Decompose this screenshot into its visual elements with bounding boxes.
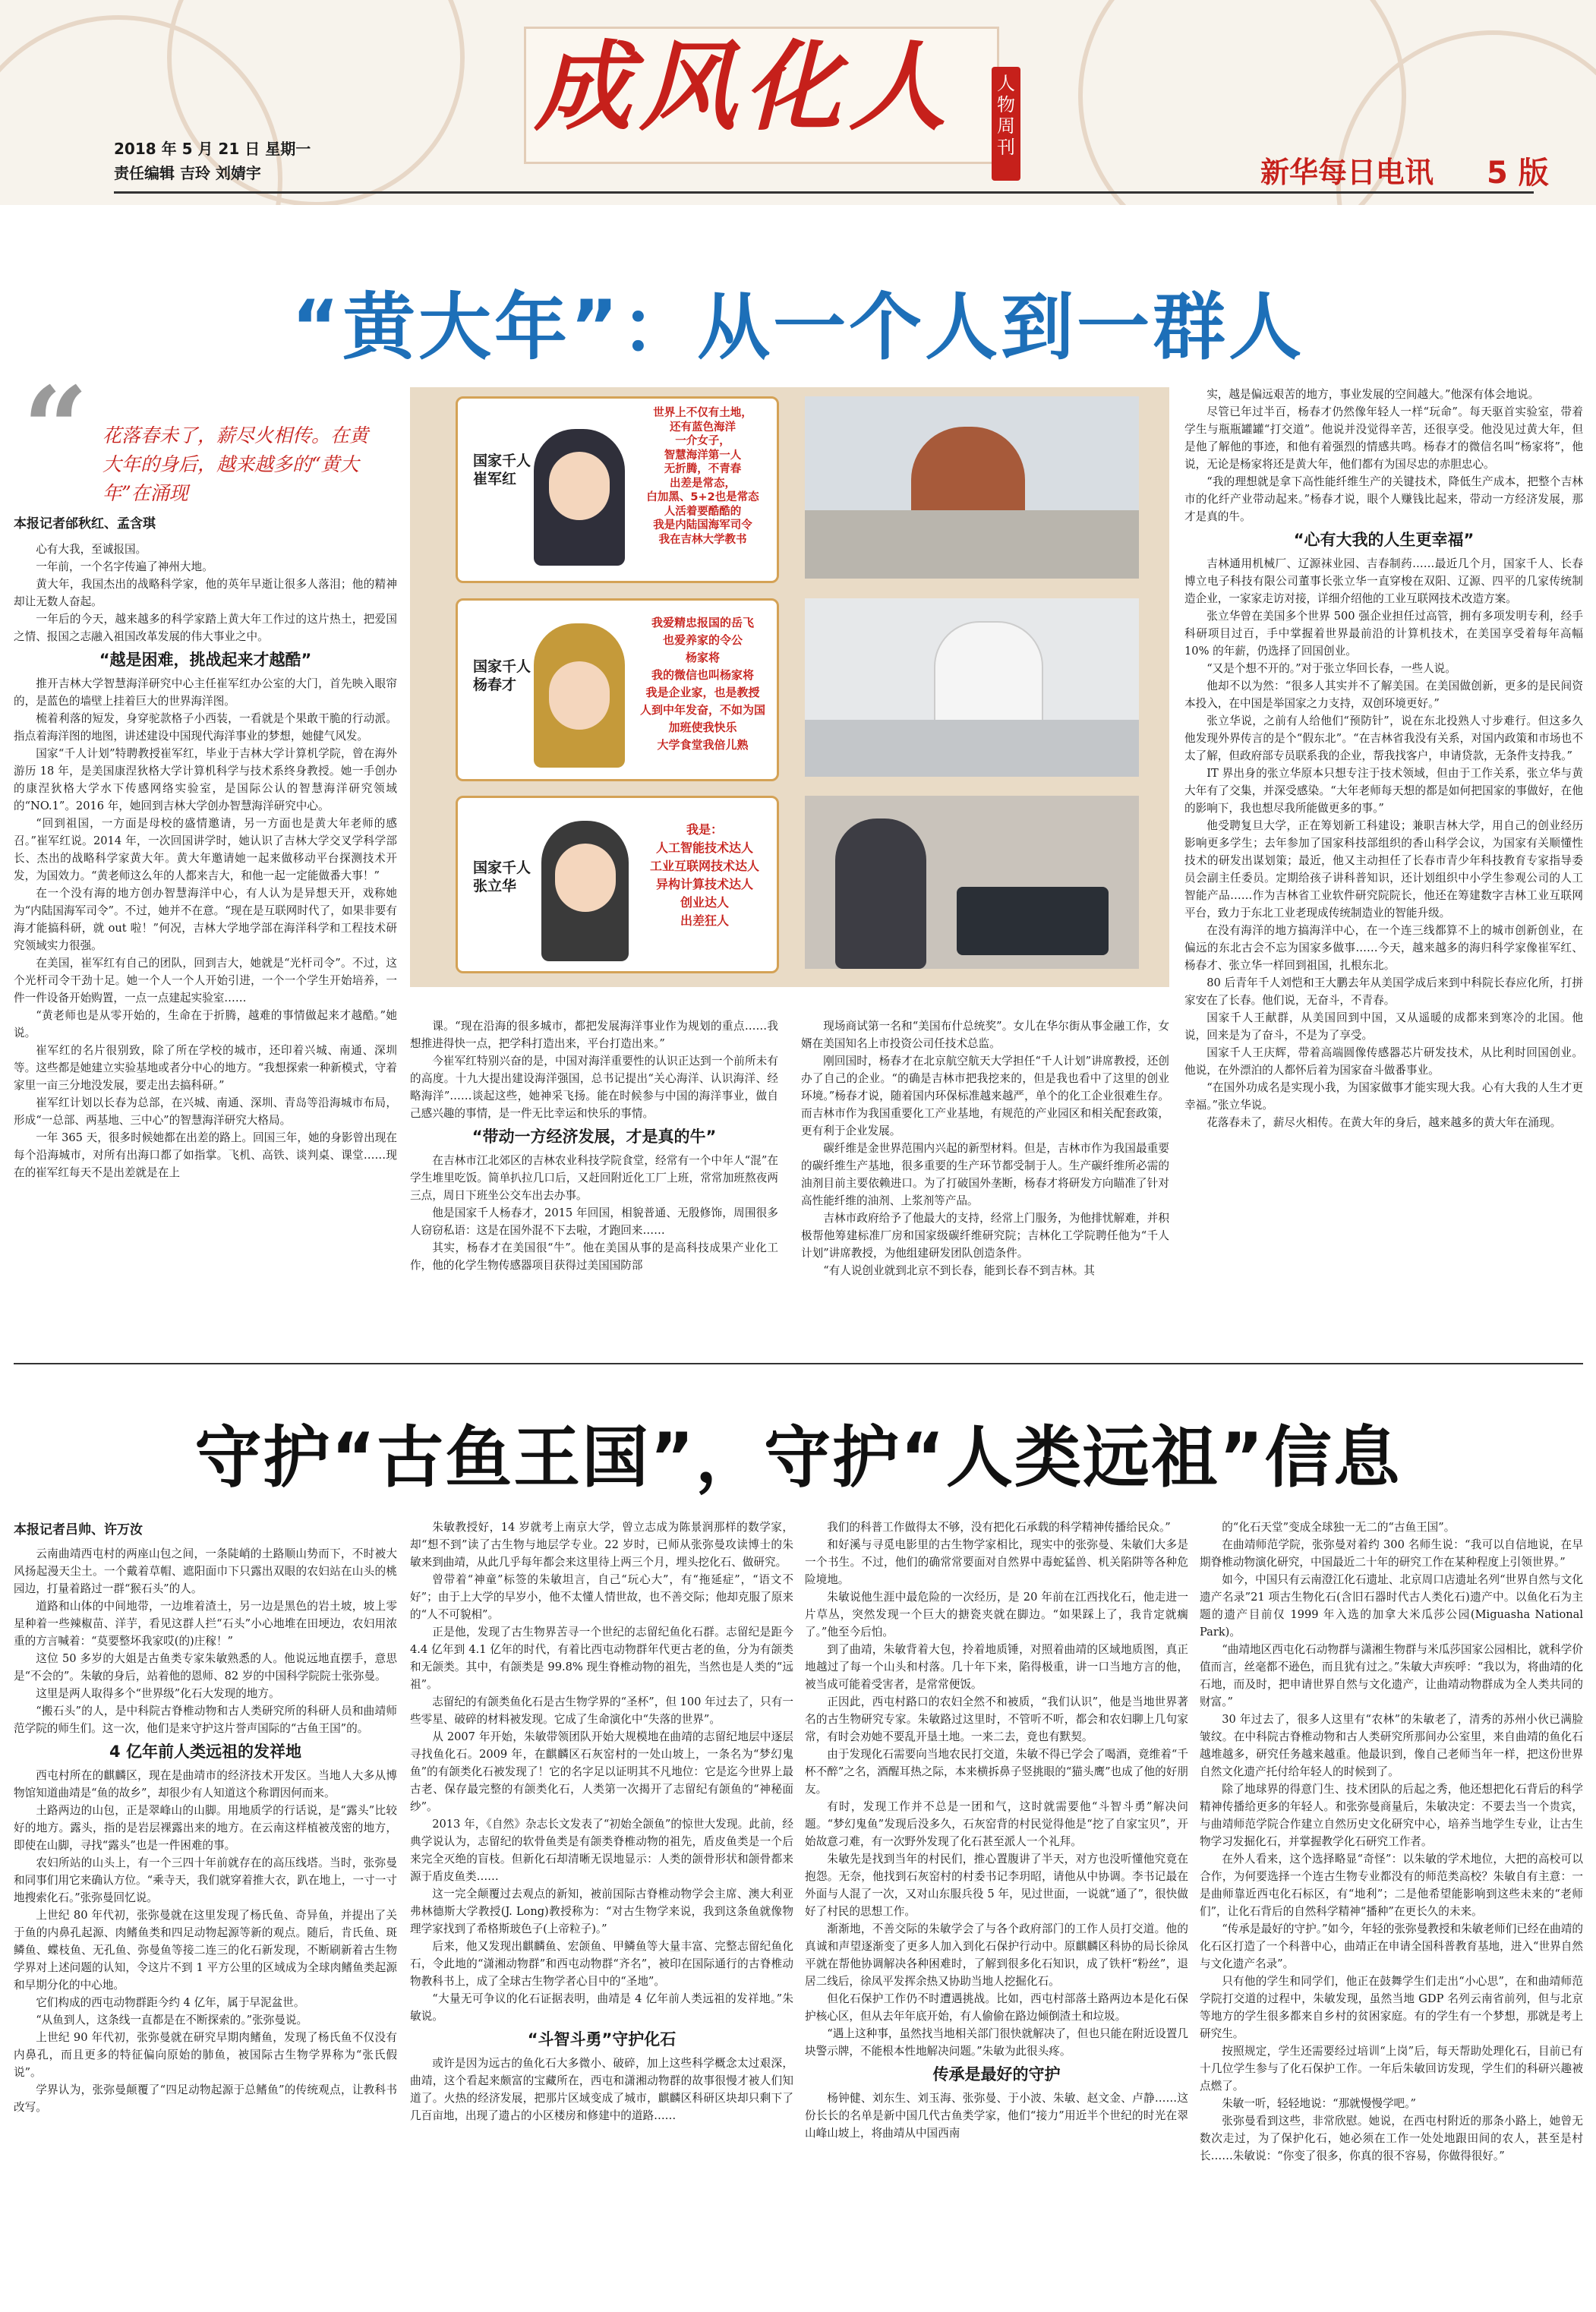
paragraph: 崔军红的名片很别致，除了所在学校的城市，还印着兴城、南通、深圳等。这些都是她建立实验基地或者分中心的地方。“我想探索一种新模式，守着家里一亩三分地没发展，要走出去搞科研。”	[14, 1044, 397, 1092]
story2-subhead-3: 传承是最好的守护	[932, 2065, 1061, 2083]
lab-photo-yang	[805, 598, 1139, 777]
paragraph: 朱敏教授好，14 岁就考上南京大学，曾立志成为陈景润那样的数学家，却“想不到”读了古生物与地层学专业。22 岁时，已师从张弥曼攻读博士的朱敏来到曲靖，从此几乎每年都会来这里待上两三个月，埋头挖化石、做研究。	[410, 1521, 793, 1569]
section-divider	[14, 1363, 1583, 1364]
story1-column-3	[801, 1017, 1169, 1349]
paragraph: 后来，他又发现出麒麟鱼、宏颌鱼、甲鳞鱼等大量丰富、完整志留纪鱼化石，令此地的“潇湘动物群”和西屯动物群“齐名”，被印在国际通行的古脊椎动物教科书上，成了全球古生物学者心目中的“圣地”。	[410, 1940, 793, 1988]
story1-byline: 本报记者邰秋红、孟含琪	[14, 516, 156, 531]
paragraph: 一年 365 天，很多时候她都在出差的路上。回国三年，她的身影曾出现在每个沿海城市，对所有出海口都了如指掌。飞机、高铁、谈判桌、课堂……现在的崔军红每天不是出差就是在上	[14, 1131, 397, 1179]
paragraph: 这里是两人取得多个“世界级”化石大发现的地方。	[36, 1687, 280, 1700]
paragraph: 国家“千人计划”特聘教授崔军红，毕业于吉林大学计算机学院，曾在海外游历 18 年，是美国康涅狄格大学计算机科学与技术系终身教授。她一手创办的康涅狄格大学水下传感网络实验室，是国际公认的智慧海洋研究领域的“NO.1”。2016 年，她回到吉林大学创办智慧海洋研究中心。	[14, 747, 397, 812]
story2-headline: 守护“古鱼王国”，守护“人类远祖”信息	[194, 1418, 1402, 1497]
paragraph: 他是国家千人杨春才，2015 年回国，相貌普通、无殷修饰，周围很多人窃窃私语：这是在国外混不下去啦，才跑回来……	[410, 1206, 778, 1237]
paragraph: 这一完全颠覆过去观点的新知，被前国际古脊椎动物学会主席、澳大利亚弗林德斯大学教授(J. Long)教授称为：“对古生物学来说，我到这条鱼就像物理学家找到了希格斯玻色子(上帝粒子)。”	[410, 1888, 793, 1935]
paragraph: 在吉林市江北郊区的吉林农业科技学院食堂，经常有一个中年人“混”在学生堆里吃饭。简单扒拉几口后，又赶回附近化工厂上班，常常加班熬夜两三点，周日下班坐公交车出去办事。	[410, 1154, 778, 1202]
quote-mark-icon: “	[23, 362, 89, 496]
paragraph: “有人说创业就到北京不到长春，能到长春不到吉林。其	[823, 1264, 1095, 1277]
paragraph: “传承是最好的守护。”如今，年轻的张弥曼教授和朱敏老师们已经在曲靖的化石区打造了一个科普中心，曲靖正在申请全国科普教育基地，进入“世界自然与文化遗产名录”。	[1200, 1922, 1583, 1970]
paragraph: “从鱼到人，这条线一直都是在不断探索的。”张弥曼说。	[36, 2014, 308, 2027]
section-seal: 人物周刊	[992, 67, 1020, 181]
paragraph: 一年前，一个名字传遍了神州大地。	[36, 560, 213, 573]
paragraph: 张弥曼看到这些，非常欣慰。她说，在西屯村附近的那条小路上，她曾无数次走过，为了保护化石，她必须在工作一处处地跟田间的农人，甚至是村长……朱敏说：“你变了很多，你真的很不容易，你做得很好。”	[1200, 2115, 1583, 2162]
cartoon-panel-zhang	[456, 796, 779, 973]
paragraph: 课。“现在沿海的很多城市，都把发展海洋事业作为规划的重点……我想推进得快一点，把学科打造出来，平台打造出来。”	[410, 1020, 778, 1050]
paragraph: 在美国，崔军红有自己的团队，回到吉大，她就是“光杆司令”。不过，这个光杆司令干劲十足。她一个人一个人开始引进，一个一个学生开始培养，一件一件设备开始购置，一点一点建起实验室……	[14, 957, 397, 1005]
paragraph: 朱敏说他生涯中最危险的一次经历，是 20 年前在江西找化石，他走进一片草丛，突然发现一个巨大的搪瓷夹就在脚边。“如果踩上了，我肯定就瘸了。”他至今后怕。	[805, 1591, 1188, 1639]
editor-credit: 责任编辑 吉玲 刘婧宇	[114, 164, 261, 182]
paragraph: “曲靖地区西屯化石动物群与潇湘生物群与米瓜莎国家公园相比，就科学价值而言，丝毫都不逊色，而且犹有过之。”朱敏大声疾呼：“我以为，将曲靖的化石地，而及时，把申请世界自然与文化遗产，让曲靖动物群成为全人类共同的财富。”	[1200, 1643, 1583, 1708]
person-silhouette	[835, 819, 926, 969]
page-number: 5 版	[1487, 156, 1549, 191]
newspaper-brand: 新华每日电讯	[1260, 156, 1434, 189]
paragraph: 梳着利落的短发，身穿驼款格子小西装，一看就是个果敢干脆的行动派。指点着海洋图的地图，讲述建设中国现代海洋事业的梦想，她健气风发。	[14, 712, 397, 743]
paragraph: “黄老师也是从零开始的，生命在于折腾，越难的事情做起来才越酷。”她说。	[14, 1009, 397, 1039]
paragraph: 国家千人王献群，从美国回到中国，又从遥暖的成都来到寒冷的北国。他说，回来是为了奋斗，不是为了享受。	[1184, 1011, 1583, 1042]
masthead-rule	[114, 191, 1534, 194]
paragraph: 到了曲靖，朱敏背着大包，拎着地质锤，对照着曲靖的区域地质图，真正地越过了每一个山头和村落。几十年下来，陷得极重，讲一口当地方言的他，被当成可能着受害者，是常常便饭。	[805, 1643, 1188, 1691]
paragraph: 黄大年，我国杰出的战略科学家，他的英年早逝让很多人落泪；他的精神却让无数人奋起。	[14, 578, 397, 608]
paragraph: 他却不以为然：“很多人其实并不了解美国。在美国做创新，更多的是民间资本投入，在中国是举国家之力支持，双创环境更好。”	[1184, 680, 1583, 710]
paragraph: 由于发现化石需要向当地农民打交道，朱敏不得已学会了喝酒，竟维着“千杯不醉”之名，酒醒耳热之际，本来横拆鼻子竖挑眼的“猫头鹰”也成了他的好朋友。	[805, 1748, 1188, 1796]
story2-column-1	[14, 1545, 397, 2301]
panel-speech: 我爱精忠报国的岳飞 也爱养家的令公 杨家将 我的微信也叫杨家将 我是企业家，也是教授 人到中年发奋，不如为国 加班使我快乐 大学食堂我倍儿熟	[639, 616, 765, 752]
story1-column-4	[1184, 386, 1583, 1350]
paragraph: 或许是因为远古的鱼化石大多微小、破碎，加上这些科学概念太过艰深，曲靖，这个看起来颇富的宝藏所在，西屯和潇湘动物群的故事很慢才被人们知道了。火热的经济发展，把那片区域变成了城市，麒麟区科研区块却只剩下了几百亩地，出现了遗占的小区楼房和修建中的道路……	[410, 2057, 793, 2122]
cartoon-face	[555, 844, 616, 912]
paragraph: 杨钟健、刘东生、刘玉海、张弥曼、于小波、朱敏、赵文金、卢静……这份长长的名单是新中国几代古鱼类学家，他们“接力”用近半个世纪的时光在翠山峰山坡上，将曲靖从中国西南	[805, 2092, 1188, 2140]
paragraph: 农妇所站的山头上，有一个三四十年前就存在的高压线塔。当时，张弥曼和同事们用它来确认方位。“乘寺天，我们就穿着推大衣，趴在地上，一寸一寸地搜索化石。”张弥曼回忆说。	[14, 1856, 397, 1904]
paragraph: “在国外功成名是实现小我，为国家做事才能实现大我。心有大我的人生才更幸福。”张立华说。	[1184, 1081, 1583, 1112]
paragraph: 心有大我，至诚报国。	[36, 543, 147, 556]
paragraph: 云南曲靖西屯村的两座山包之间，一条陡峭的土路顺山势而下，不时被大风扬起漫天尘土。一个戴着草帽、遮阳面巾下只露出双眼的农妇站在山头的桃园边，打量着路过一群“猴石头”的人。	[14, 1547, 397, 1595]
paragraph: 80 后青年千人刘恺和王大鹏去年从美国学成后来到中科院长春应化所，打拼家安在了长春。他们说，无奋斗，不青春。	[1184, 976, 1583, 1007]
paragraph: 土路两边的山包，正是翠峰山的山脚。用地质学的行话说，是“露头”比较好的地方。露头，指的是岩层裸露出来的地方。在云南这样植被茂密的地方，即使在山脚，寻找“露头”也是一件困难的事。	[14, 1804, 397, 1852]
paragraph: 正因此，西屯村路口的农妇全然不和被质，“我们认识”，他是当地世界著名的古生物研究专家。朱敏路过这里时，不管听不听，都会和农妇聊上几句家常，有时会劝她不要乱开垦土地。一来二去，竟也有默契。	[805, 1695, 1188, 1743]
panel-tag: 国家千人 张立华	[473, 860, 531, 894]
issue-date: 2018 年 5 月 21 日 星期一	[114, 140, 311, 158]
paragraph: 正是他，发现了古生物界苦寻一个世纪的志留纪鱼化石群。志留纪是距今 4.4 亿年到 4.1 亿年的时代，有着比西屯动物群年代更古老的鱼，分为有颌类和无颌类。其中，有颌类是 99.8% 现生脊椎动物的祖先，当然也是人类的“远祖”。	[410, 1626, 793, 1691]
robot-device	[957, 887, 1109, 955]
paragraph: 2013 年，《自然》杂志长文发表了“初始全颌鱼”的惊世大发现。此前，经典学说认为，志留纪的软骨鱼类是有颌类脊椎动物的祖先，盾皮鱼类是一个后来完全灭绝的盲枝。但新化石却清晰无误地显示：人类的颌骨形状和颌骨都来源于盾皮鱼类……	[410, 1818, 793, 1883]
paragraph: 我们的科普工作做得太不够，没有把化石承载的科学精神传播给民众。”	[827, 1521, 1171, 1534]
story1-column-1	[14, 541, 397, 1349]
paragraph: IT 界出身的张立华原本只想专注于技术领域，但由于工作关系，张立华与黄大年有了交集，并深受感染。“大年老师每天想的都是如何把国家的事做好，在他的影响下，我也想尽我所能做更多的事。”	[1184, 767, 1583, 815]
paragraph: 吉林市政府给予了他最大的支持，经常上门服务，为他排忧解难，并积极帮他筹建标准厂房和国家级碳纤维研究院；吉林化工学院聘任他为“千人计划”讲席教授，为他组建研发团队创造条件。	[801, 1212, 1169, 1260]
paragraph: 它们构成的西屯动物群距今约 4 亿年，属于早泥盆世。	[36, 1996, 305, 2009]
paragraph: 在外人看来，这个选择略显“奇怪”：以朱敏的学术地位，大把的高校可以合作，为何要选择一个连古生物专业都没有的师范类高校？朱敏自有主意：一是曲师靠近西屯化石标区，有“地利”；二是他希望能影响到这些未来的“老师们”，让化石背后的自然科学精神“播种”在更长久的未来。	[1200, 1853, 1583, 1918]
paragraph: 渐渐地，不善交际的朱敏学会了与各个政府部门的工作人员打交道。他的真诚和声望逐渐变了更多人加入到化石保护行动中。原麒麟区科协的局长徐凤平就在帮他协调解决各种困难时，了解到很多化石知识，成了铁杆“粉丝”，退居二线后，徐凤平发挥余热又协助当地人挖掘化石。	[805, 1922, 1188, 1988]
paragraph: 按照规定，学生还需要经过培训“上岗”后，每天帮助处理化石，目前已有十几位学生参与了化石保护工作。一年后朱敏回访发现，学生们的科研兴趣被点燃了。	[1200, 2045, 1583, 2093]
paragraph: “又是个想不开的。”对于张立华回长春，一些人说。	[1206, 662, 1456, 675]
paragraph: 的“化石天堂”变成全球独一无二的“古鱼王国”。	[1222, 1521, 1456, 1534]
paragraph: 其实，杨春才在美国很“牛”。他在美国从事的是高科技成果产业化工作，他的化学生物传感器项目获得过美国国防部	[410, 1241, 778, 1272]
cartoon-panel-yang	[456, 598, 779, 781]
robot-photo-zhang	[805, 796, 1139, 969]
paragraph: “搬石头”的人，是中科院古脊椎动物和古人类研究所的科研人员和曲靖师范学院的师生们。这一次，他们是来守护这片誉声国际的“古鱼王国”的。	[14, 1705, 397, 1735]
paragraph: 从 2007 年开始，朱敏带领团队开始大规模地在曲靖的志留纪地层中逐层寻找鱼化石。2009 年，在麒麟区石灰窑村的一处山坡上，一条名为“梦幻鬼鱼”的有颌类化石被发现了！它的名字足以证明其不凡地位：它是迄今世界上最古老、保存最完整的有颌类化石，人类第一次揭开了志留纪有颌鱼的“神秘面纱”。	[410, 1730, 793, 1813]
story2-column-4	[1200, 1519, 1583, 2301]
story1-subhead-2: “带动一方经济发展，才是真的牛”	[472, 1128, 717, 1146]
cartoon-face	[549, 452, 610, 520]
story2-subhead-1: 4 亿年前人类远祖的发祥地	[109, 1743, 301, 1761]
paragraph: 张立华曾在美国多个世界 500 强企业担任过高管，拥有多项发明专利，经手科研项目过百，手中掌握着世界最前沿的计算机技术，在美国享受着每年高幅 10% 的年薪，仍选择了回国创业。	[1184, 610, 1583, 658]
paragraph: “大量无可争议的化石证据表明，曲靖是 4 亿年前人类远祖的发祥地。”朱敏说。	[410, 1992, 793, 2023]
panel-speech: 我是： 人工智能技术达人 工业互联网技术达人 异构计算技术达人 创业达人 出差狂人	[649, 822, 759, 928]
paragraph: 朱敏一听，轻轻地说：“那就慢慢学吧。”	[1222, 2097, 1416, 2110]
paragraph: 如今，中国只有云南澄江化石遗址、北京周口店遗址名列“世界自然与文化遗产名录”21 项古生物化石(含旧石器时代古人类化石)遗产中。以鱼化石为主题的遗产目前仅 1999 年入选的加拿大米瓜莎公园(Miguasha National Park)。	[1200, 1573, 1583, 1639]
paragraph: 实，越是偏远艰苦的地方，事业发展的空间越大。”他深有体会地说。	[1206, 388, 1540, 401]
paragraph: 他受聘复旦大学，正在筹划新工科建设；兼职吉林大学，用自己的创业经历影响更多学生；去年参加了国家科技部组织的香山科学会议，为国家有关顺懂性技术的研发出谋划策；最近，他又主动担任了长春市青少年科技教育专家指导委员会副主任委员。定期给孩子讲科普知识，还计划组织中小学生参观公司的人工智能产品……作为吉林省工业软件研究院院长，他还在筹建数字吉林工业互联网平台，致力于东北工业老现成传统制造业的智能升级。	[1184, 819, 1583, 919]
paragraph: 在曲靖师范学院，张弥曼对着约 300 名师生说：“我可以自信地说，在早期脊椎动物演化研究，中国最近二十年的研究工作在某种程度上引领世界。”	[1200, 1538, 1583, 1569]
paragraph: 吉林通用机械厂、辽源袜业园、吉春制药……最近几个月，国家千人、长春博立电子科技有限公司董事长张立华一直穿梭在双阳、辽源、四平的几家传统制造企业，一家家走访对接，详细介绍他的工业互联网技术改造方案。	[1184, 557, 1583, 605]
paragraph: 刚回国时，杨春才在北京航空航天大学担任“千人计划”讲席教授，还创办了自己的企业。“的确是吉林市把我挖来的，但是我也看中了这里的创业环境。”杨春才说，随着国内环保标准越来越严，单个的化工企业很难生存。而吉林市作为我国重要化工产业基地，有规范的产业园区和相关配套政策，更有利于企业发展。	[801, 1055, 1169, 1137]
paragraph: “遇上这种事，虽然找当地相关部门很快就解决了，但也只能在附近设置几块警示牌，不能根本性地解决问题。”朱敏为此很头疼。	[805, 2027, 1188, 2058]
pull-quote: 花落春未了，薪尽火相传。在黄大年的身后，越来越多的“黄大年”在涌现	[103, 424, 369, 504]
paragraph: 但化石保护工作仍不时遭遇挑战。比如，西屯村部落土路两边本是化石保护核心区，但从去年年底开始，有人偷偷在路边倾倒渣土和垃圾。	[805, 1992, 1188, 2023]
paragraph: 30 年过去了，很多人这里有“农林”的朱敏老了，清秀的苏州小伙已满脸皱纹。在中科院古脊椎动物和古人类研究所那间办公室里，来自曲靖的鱼化石越堆越多，研究任务越来越重。他最识到，像自己老师当年一样，把这份世界自然文化遗产托付给年轻人的时候到了。	[1200, 1713, 1583, 1778]
paragraph: 有时，发现工作并不总是一团和气，这时就需要他“斗智斗勇”解决问题。“梦幻鬼鱼”发现后没多久，石灰窑背的村民觉得他是“挖了自家宝贝”，开始故意刁难，有一次野外发现了化石甚至派人一个礼拜。	[805, 1800, 1188, 1848]
paragraph: 张立华说，之前有人给他们“预防针”，说在东北投熟人寸步难行。但这多久他发现外界传言的是个“假东北”。“在吉林省我没有关系，对国内政策和市场也不太了解，但政府部专员联系我的企业，帮我找客户，申请贷款，无条件支持我。”	[1184, 714, 1583, 762]
story2-byline: 本报记者吕帅、许万汝	[14, 1522, 143, 1538]
cartoon-face	[549, 661, 610, 730]
desk	[805, 510, 1139, 579]
paragraph: 碳纤维是金世界范围内兴起的新型材料。但是，吉林市作为我国最重要的碳纤维生产基地，很多重要的生产环节都受制于人。生产碳纤维所必需的油剂目前主要依赖进口。为了打破国外垄断，杨春才将研发方向瞄准了针对高性能纤维的油剂、上浆剂等产品。	[801, 1142, 1169, 1207]
story1-headline: “黄大年”：从一个人到一群人	[291, 285, 1305, 370]
paragraph: 崔军红计划以长春为总部，在兴城、南通、深圳、青岛等沿海城市布局，形成“一总部、两基地、三中心”的智慧海洋研究大格局。	[14, 1096, 397, 1127]
paragraph: 曾带着“神童”标签的朱敏坦言，自己“玩心大”，有“拖延症”，“语文不好”；由于上大学的早岁小，他不太懂人情世故，也不善交际；他却克服了原来的“人不可貌相”。	[410, 1573, 793, 1621]
paragraph: 上世纪 80 年代初，张弥曼就在这里发现了杨氏鱼、奇异鱼，并提出了关于鱼的内鼻孔起源、肉鳍鱼类和四足动物起源等新的观点。随后，肯氏鱼、斑鳞鱼、蝶枝鱼、无孔鱼、弥曼鱼等接二连三的化石新发现，不断刷新着古生物学界对上述问题的认知，令这片不到 1 平方公里的区域成为全球肉鳍鱼类起源和早期分化的中心地。	[14, 1909, 397, 1992]
story1-column-2	[410, 1017, 778, 1349]
story1-subhead-3: “心有大我的人生更幸福”	[1293, 531, 1475, 549]
paragraph: 志留纪的有颌类鱼化石是古生物学界的“圣杯”，但 100 年过去了，只有一些零星、破碎的材料被发现。它成了生命演化中“失落的世界”。	[410, 1695, 793, 1726]
story2-column-2	[410, 1519, 793, 2301]
paragraph: 在一个没有海的地方创办智慧海洋中心，有人认为是异想天开，戏称她为“内陆国海军司令”。不过，她并不在意。“现在是互联网时代了，如果非要有海才能搞科研，就 out 啦！”何况，吉林大学地学部在海洋科学和工程技术研究领域实力很强。	[14, 887, 397, 952]
paragraph: 一年后的今天，越来越多的科学家踏上黄大年工作过的这片热土，把爱国之情、报国之志融入祖国改革发展的伟大事业之中。	[14, 613, 397, 643]
paragraph: 这位 50 多岁的大姐是古鱼类专家朱敏熟悉的人。他说远地直摆手，意思是“不会的”。朱敏的身后，站着他的恩师、82 岁的中国科学院院士张弥曼。	[14, 1652, 397, 1683]
paragraph: 花落春未了，薪尽火相传。在黄大年的身后，越来越多的黄大年在涌现。	[1206, 1116, 1562, 1129]
paragraph: 道路和山体的中间地带，一边堆着渣土，另一边是黑色的岩土坡，坡上零星种着一些辣椒苗、洋芋，看见这群人拦“石头”小心地堆在田埂边，农妇用浓重的方言喊着：“莫要整坏我家哎(的)庄稼！”	[14, 1600, 397, 1648]
cartoon-panel-cui	[456, 396, 779, 583]
paragraph: 朱敏先是找到当年的村民们，推心置腹讲了半天，对方也没听懂他究竟在抱怨。无奈，他找到石灰窑村的村委书记李玥昭，请他从中协调。李书记最在外面与人混了一次，又对山东服兵役 5 年，见过世面，一说就“通了”，很快做好了村民的思想工作。	[805, 1853, 1188, 1918]
paragraph: “回到祖国，一方面是母校的盛情邀请，另一方面也是黄大年老师的感召。”崔军红说。2014 年，一次回国讲学时，她认识了吉林大学交叉学科学部长、杰出的战略科学家黄大年。黄大年邀请她一起来做移动平台探测技术开发，为国效力。“黄老师这么年的人都来吉大，和他一起一定能做番大事！”	[14, 817, 397, 882]
paragraph: 西屯村所在的麒麟区，现在是曲靖市的经济技术开发区。当地人大多从博物馆知道曲靖是“鱼的故乡”，却很少有人知道这个称谓因何而来。	[14, 1769, 397, 1799]
paragraph: 尽管已年过半百，杨春才仍然像年轻人一样“玩命”。每天驱首实验室，带着学生与瓶瓶罐罐“打交道”。他说并没觉得辛苦，还很享受。他没见过黄大年，但是他了解他的事迹，和他有着强烈的情感共鸣。杨春才的微信名叫“杨家将”，他说，无论是杨家将还是黄大年，他们都有为国尽忠的赤胆忠心。	[1184, 405, 1583, 471]
paragraph: 在没有海洋的地方搞海洋中心，在一个连三线都算不上的城市创新创业，在偏远的东北古会不忘为国家多做事……今天，越来越多的海归科学家像崔军红、杨春才、张立华一样回到祖国，扎根东北。	[1184, 924, 1583, 972]
paragraph: “我的理想就是拿下高性能纤维生产的关键技术，降低生产成本，把整个吉林市的化纤产业带动起来。”杨春才说，眼个人赚钱比起来，带动一方经济发展，那才是真的牛。	[1184, 475, 1583, 523]
lab-bench	[805, 720, 1139, 777]
panel-tag: 国家千人 杨春才	[473, 658, 531, 693]
paragraph: 推开吉林大学智慧海洋研究中心主任崔军红办公室的大门，首先映入眼帘的，是蓝色的墙壁上挂着巨大的世界海洋图。	[14, 677, 397, 708]
paragraph: 国家千人王庆辉，带着高端圆像传感器芯片研发技术，从比利时回国创业。他说，在外漂泊的人都怀后着为国家奋斗做番事业。	[1184, 1046, 1583, 1077]
story1-subhead-1: “越是困难，挑战起来才越酷”	[99, 651, 312, 669]
panel-speech: 世界上不仅有土地， 还有蓝色海洋 一介女子， 智慧海洋第一人 无折腾，不青春 出差是常态， 白加黑、5+2也是常态 人活着要酷酷的 我是内陆国海军司令 我在吉林大学教书	[646, 407, 759, 546]
paragraph: 现场商试第一名和“美国布什总统奖”。女儿在华尔街从事金融工作，女婿在美国知名上市投资公司任技术总监。	[801, 1020, 1169, 1050]
paragraph: 和好溪与寻觅电影里的古生物学家相比，现实中的张弥曼、朱敏们大多是一个书生。不过，他们的确常常要面对自然界中毒蛇猛兽、机关陷阱等各种危险境地。	[805, 1538, 1188, 1586]
portrait-photo-cui	[805, 396, 1139, 579]
paragraph: 今崔军红特别兴奋的是，中国对海洋重要性的认识正达到一个前所未有的高度。十九大提出建设海洋强国，总书记提出“关心海洋、认识海洋、经略海洋”……谈起这些，她神采飞扬。能在时候参与中国的海洋事业，做自己感兴趣的事情，是一件无比幸运和快乐的事情。	[410, 1055, 778, 1120]
paragraph: 除了地球界的得意门生、技术团队的后起之秀，他还想把化石背后的科学精神传播给更多的年轻人。和张弥曼商量后，朱敏决定：不要去当一个贵宾，与曲靖师范学院合作建立自然历史文化研究中心，培养当地学生专业，让古生物学习发掘化石，并掌握教学化石研究工作者。	[1200, 1783, 1583, 1848]
section-title: 成风化人	[534, 30, 954, 144]
panel-tag: 国家千人 崔军红	[473, 453, 531, 487]
story2-subhead-2: “斗智斗勇”守护化石	[527, 2030, 677, 2049]
paragraph: 学界认为，张弥曼颠覆了“四足动物起源于总鳍鱼”的传统观点，让教科书改写。	[14, 2083, 397, 2114]
story2-column-3	[805, 1519, 1188, 2301]
paragraph: 只有他的学生和同学们，他正在鼓舞学生们走出“小心思”，在和曲靖师范学院打交道的过程中，朱敏发现，虽然当地 GDP 名列云南省前列，但与北京等地方的学生很多都来自乡村的贫困家庭。有的学生有一个梦想，那就是考上研究生。	[1200, 1975, 1583, 2040]
paragraph: 上世纪 90 年代初，张弥曼就在研究早期肉鳍鱼，发现了杨氏鱼不仅没有内鼻孔，而且更多的特征偏向原始的肺鱼，被国际古生物学界称为“张氏假说”。	[14, 2031, 397, 2079]
